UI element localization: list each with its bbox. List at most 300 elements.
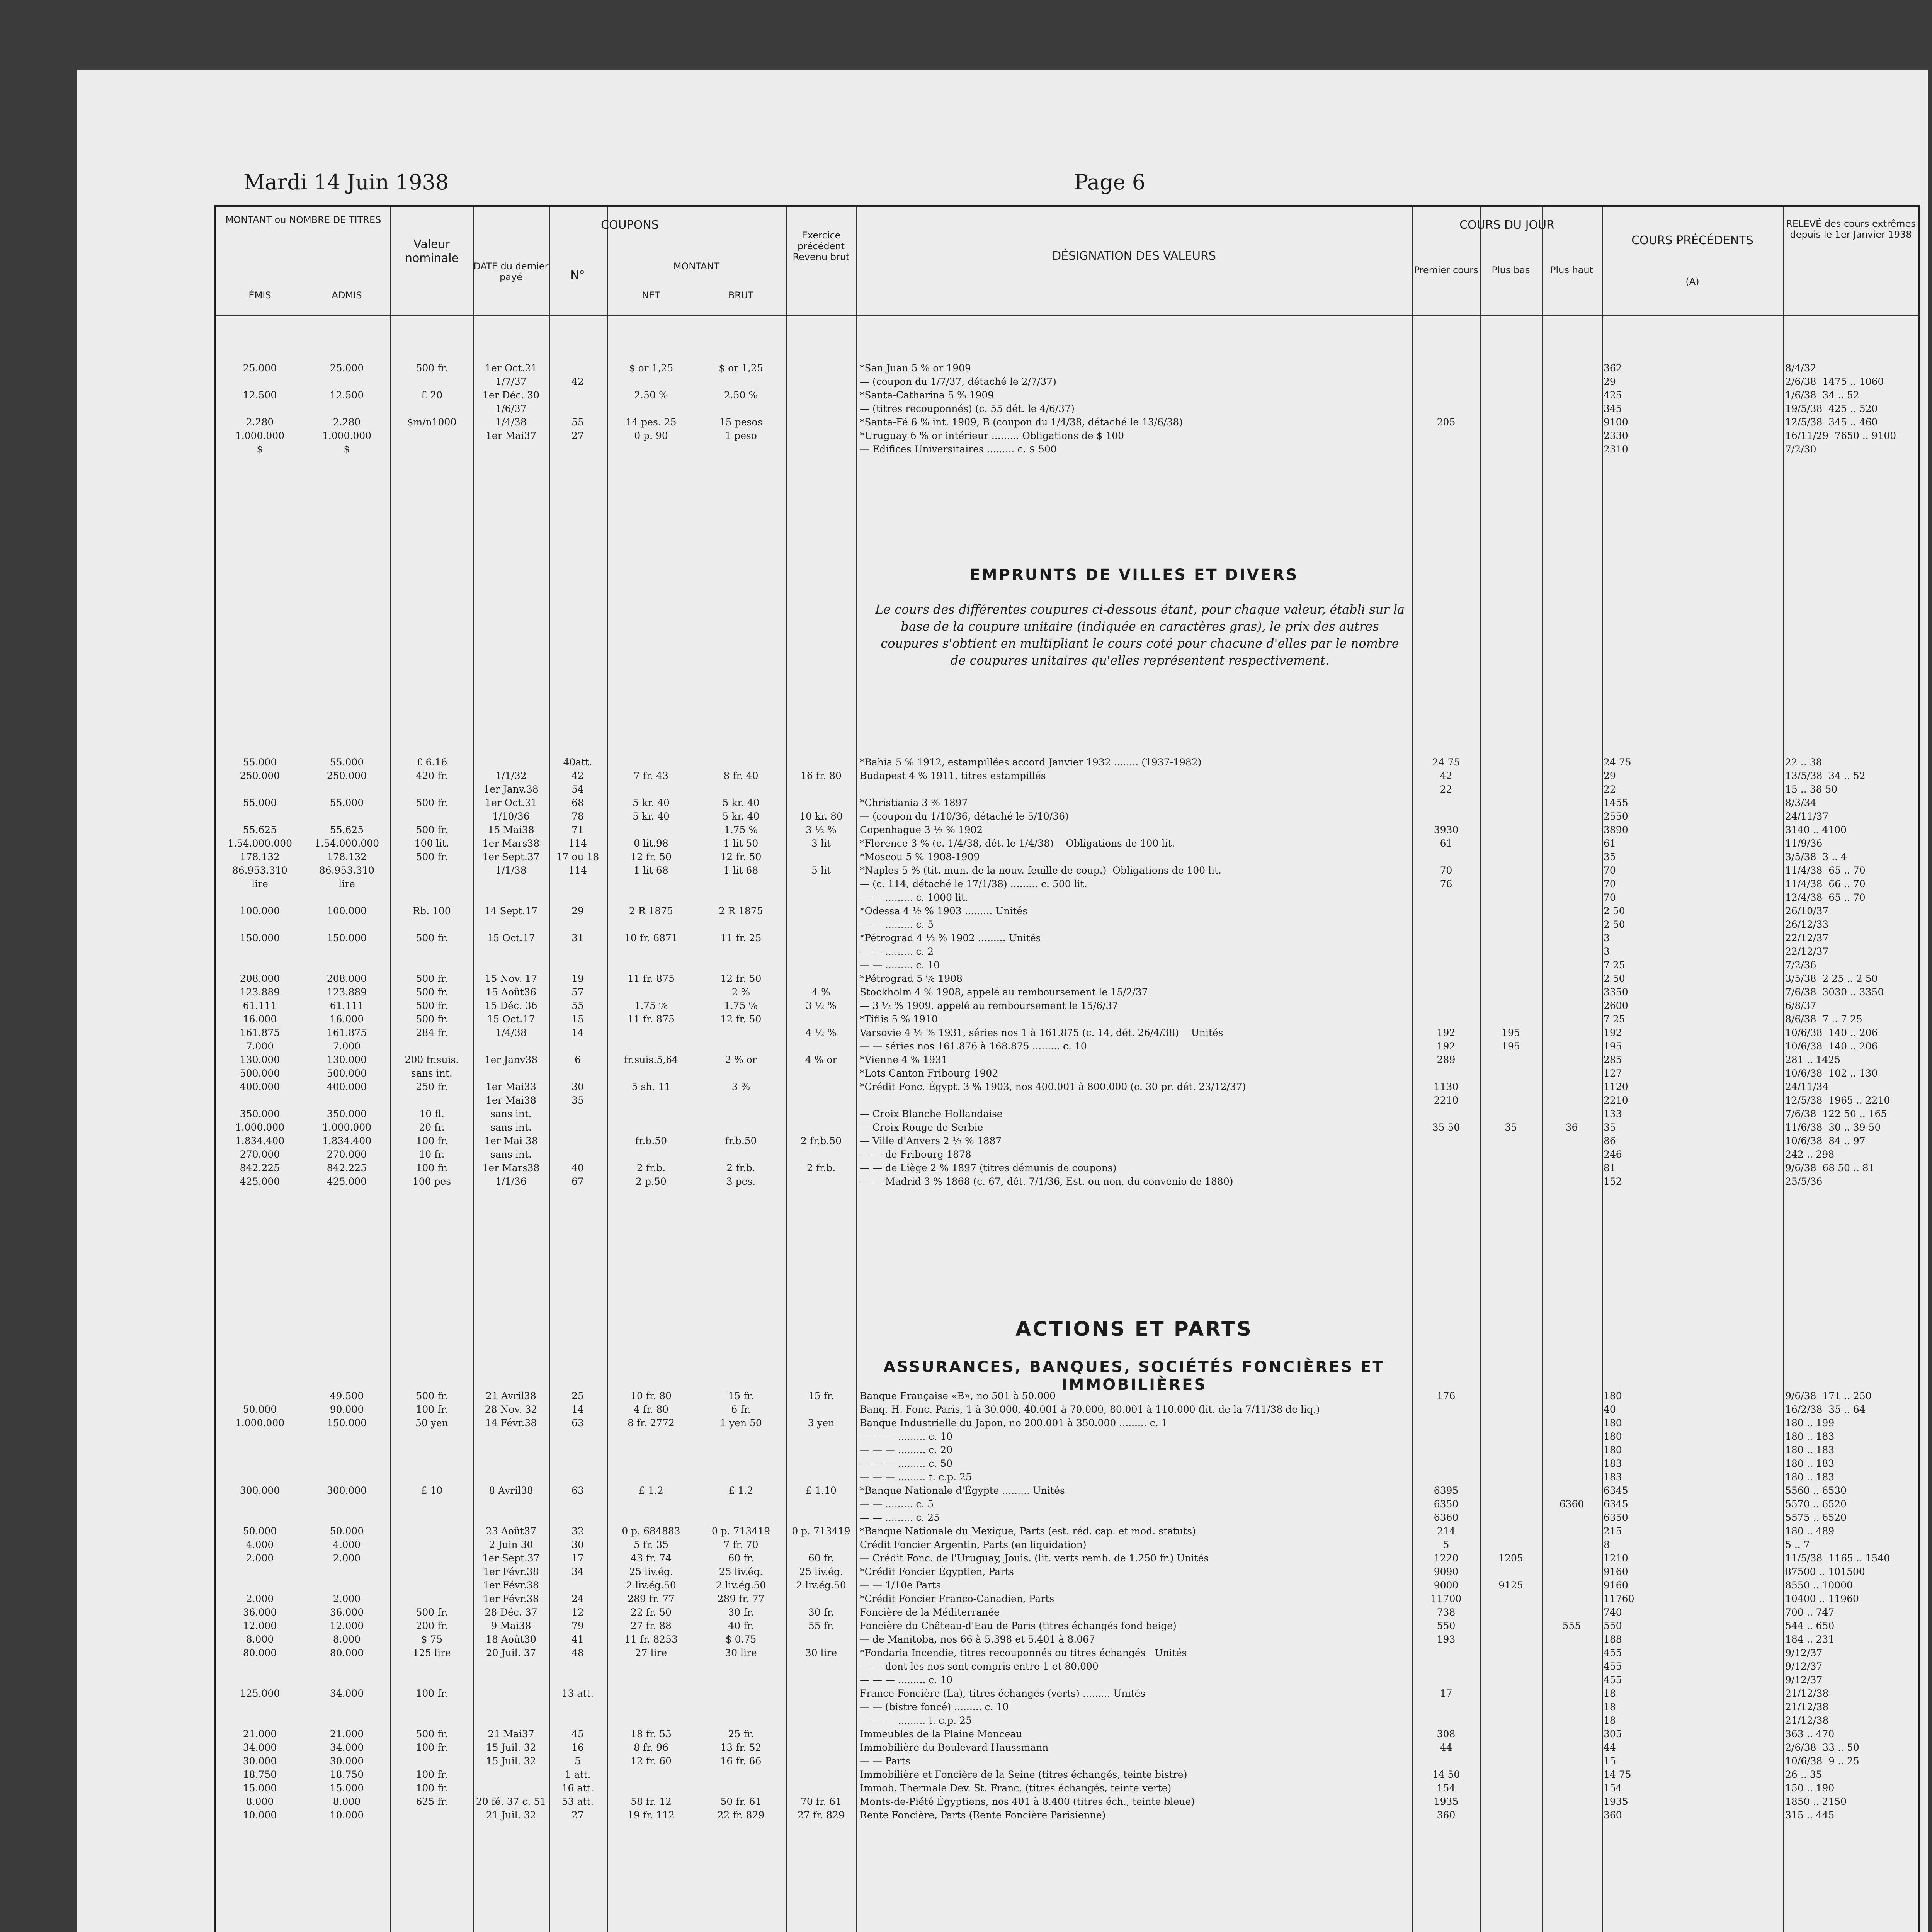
cell-no: 16 att. [561,1782,594,1794]
cell-no: 114 [568,838,587,849]
cell-emis [216,782,303,796]
cell-premier [1412,1148,1480,1161]
cell-valeur: 20 fr. [419,1122,445,1133]
cell-net: 1 lit 68 [634,865,668,876]
cell-plus_haut [1542,782,1602,796]
col-exercice: Exercice précédent Revenu brut [793,230,850,262]
cell-plus_haut [1542,877,1602,891]
cell-plus_bas [1480,1094,1542,1107]
cell-exercice [786,796,856,810]
cell-premier: 1130 [1434,1081,1459,1092]
cell-releve: 9/12/37 [1785,1647,1823,1658]
cell-releve: 19/5/38 425 .. 520 [1785,403,1878,414]
cell-net: 12 fr. 60 [631,1755,672,1767]
cell-net: 10 fr. 80 [631,1390,672,1401]
cell-no: 42 [571,770,584,781]
cell-plus_haut [1542,850,1602,864]
cell-emis [216,1443,303,1457]
cell-releve: 180 .. 183 [1785,1471,1835,1483]
cell-premier: 1935 [1434,1796,1459,1807]
cell-no: 27 [571,430,584,441]
cell-no [549,388,607,402]
cell-admis: 300.000 [327,1485,367,1496]
cell-emis: 842.225 [240,1162,280,1173]
cell-premier: 6350 [1434,1498,1459,1510]
cell-date: 1er Mai38 [486,1095,536,1106]
cell-plus_bas [1480,837,1542,850]
cell-date: 1er Mars38 [482,1162,540,1173]
cell-emis [216,375,303,388]
cell-brut: fr.b.50 [725,1135,757,1146]
cell-premier: 738 [1437,1607,1456,1618]
cell-releve: 22 .. 38 [1785,757,1822,768]
cell-plus_haut [1542,891,1602,904]
cell-brut: 2 % [731,986,750,998]
cell-prec: 360 [1604,1810,1622,1821]
cell-net: 5 fr. 35 [633,1539,668,1550]
cell-brut [696,1673,786,1687]
cell-no: 30 [571,1539,584,1550]
cell-admis: 7.000 [333,1041,361,1052]
cell-emis: 125.000 [240,1688,280,1699]
cell-plus_bas [1480,945,1542,958]
cell-plus_bas [1480,1416,1542,1430]
cell-net [607,1497,696,1511]
cell-prec: 6345 [1604,1498,1628,1510]
cell-releve: 2/6/38 1475 .. 1060 [1785,376,1884,387]
cell-plus_haut [1542,1416,1602,1430]
col-montant-coupon: MONTANT [673,261,720,272]
col-releve-values [1785,361,1918,456]
cell-designation: *San Juan 5 % or 1909 [860,362,971,374]
cell-exercice [786,1592,856,1605]
col-no: N° [570,269,585,282]
cell-prec: 6350 [1604,1512,1628,1523]
cell-plus_bas [1480,1161,1542,1175]
col-admis-values [303,755,390,1188]
cell-date: 23 Août37 [486,1526,536,1537]
cell-designation: — — ......... c. 1000 lit. [860,892,968,903]
cell-plus_haut [1542,810,1602,823]
cell-designation: *Naples 5 % (tit. mun. de la nouv. feuille de coup.) Obligations de 100 lit. [860,865,1221,876]
cell-no: 55 [571,1000,584,1011]
cell-brut [696,1066,786,1080]
cell-brut [696,782,786,796]
col-exercice-values [786,1389,856,1822]
cell-plus_haut [1542,1484,1602,1497]
cell-emis [216,958,303,972]
cell-admis: 50.000 [330,1526,364,1537]
cell-releve: 9/6/38 68 50 .. 81 [1785,1162,1875,1173]
col-designation-values [860,755,1410,1188]
cell-admis: 80.000 [330,1647,364,1658]
cell-emis: 178.132 [240,851,280,862]
cell-emis: 350.000 [240,1108,280,1119]
cell-emis: 2.280 [246,417,274,428]
cell-no [549,442,607,456]
cell-releve: 21/12/38 [1785,1715,1829,1726]
cell-date [473,1470,549,1484]
cell-no: 34 [571,1566,584,1577]
cell-no [549,945,607,958]
cell-prec: 3890 [1604,824,1628,835]
cell-date: 14 Févr.38 [485,1417,537,1429]
cell-plus_bas [1480,985,1542,999]
cell-premier: 2210 [1434,1095,1459,1106]
cell-date: 15 Oct.17 [487,932,535,944]
cell-date: 1/4/38 [495,1027,527,1038]
cell-prec: 154 [1604,1782,1622,1794]
cell-plus_haut [1542,1403,1602,1416]
cell-valeur: 10 fr. [419,1149,445,1160]
cell-net [607,442,696,456]
cell-plus_bas [1480,972,1542,985]
cell-plus_bas [1480,769,1542,782]
cell-premier [1412,402,1480,415]
cell-net: fr.suis.5,64 [624,1054,678,1065]
cell-plus_haut [1542,1673,1602,1687]
cell-plus_bas [1480,1012,1542,1026]
cell-releve: 15 .. 38 50 [1785,784,1838,795]
cell-plus_bas [1480,1538,1542,1551]
cell-plus_bas [1480,1403,1542,1416]
cell-exercice: £ 1.10 [806,1485,837,1496]
cell-no: 15 [571,1014,584,1025]
cell-plus_haut [1542,904,1602,918]
cell-date: 15 Oct.17 [487,1014,535,1025]
col-valeur: Valeur nominale [405,238,459,265]
col-premier-values [1412,755,1480,1188]
cell-designation: Rente Foncière, Parts (Rente Foncière Parisienne) [860,1810,1106,1821]
cell-exercice [786,1039,856,1053]
cell-prec: 2600 [1604,1000,1628,1011]
cell-prec: 1210 [1604,1553,1628,1564]
cell-valeur [390,1524,473,1538]
cell-net: 10 fr. 6871 [624,932,678,944]
cell-exercice [786,1497,856,1511]
cell-net: 25 liv.ég. [629,1566,673,1577]
cell-prec: 455 [1604,1674,1622,1685]
col-valeur-values [390,755,473,1188]
cell-valeur [390,1094,473,1107]
cell-releve: 5570 .. 6520 [1785,1498,1847,1510]
cell-designation: — — de Fribourg 1878 [860,1149,971,1160]
cell-premier: 550 [1437,1620,1456,1631]
cell-exercice [786,375,856,388]
cell-releve: 8/3/34 [1785,797,1816,808]
cell-date: 1er Mai37 [486,430,536,441]
cell-admis: $ [344,444,350,455]
cell-plus_haut [1542,1565,1602,1578]
cell-premier: 17 [1440,1688,1452,1699]
cell-no: 6 [575,1054,581,1065]
cell-admis [303,1578,390,1592]
cell-no [549,1430,607,1443]
cell-no [549,1470,607,1484]
cell-plus_bas [1480,1605,1542,1619]
cell-designation: *Crédit Foncier Égyptien, Parts [860,1566,1014,1577]
cell-releve: 6/8/37 [1785,1000,1816,1011]
cell-premier: 289 [1437,1054,1456,1065]
cell-brut [696,1470,786,1484]
cell-admis: 18.750 [330,1769,364,1780]
emprunts-note: Le cours des différentes coupures ci-dessous étant, pour chaque valeur, établi sur la base de la coupure unitaire (indiquée en caractères gras), le prix des autres coupures s'obtient en multipliant le cours coté pour chacune d'elles par le nombre de coupures unitaires qu'elles représentent respectivement. [875,602,1405,668]
cell-designation: Foncière de la Méditerranée [860,1607,1000,1618]
cell-admis: 30.000 [330,1755,364,1767]
cell-releve: 5 .. 7 [1785,1539,1810,1550]
cell-plus_bas [1480,402,1542,415]
cell-emis: 15.000 [243,1782,277,1794]
cell-releve: 9/6/38 171 .. 250 [1785,1390,1872,1401]
cell-prec: 180 [1604,1390,1622,1401]
cell-plus_haut [1542,1754,1602,1768]
cell-valeur [390,945,473,958]
cell-prec: 127 [1604,1068,1622,1079]
cell-date [473,1687,549,1700]
cell-emis: 36.000 [243,1607,277,1618]
cell-exercice [786,1443,856,1457]
cell-premier: 24 75 [1432,757,1460,768]
cell-premier [1412,918,1480,931]
cell-plus_haut [1542,1026,1602,1039]
col-rule [1783,207,1784,1932]
cell-designation: — — — ......... c. 50 [860,1458,953,1469]
cell-brut [696,1511,786,1524]
cell-plus_haut [1542,931,1602,945]
cell-plus_bas [1480,1754,1542,1768]
cell-prec: 40 [1604,1404,1616,1415]
cell-net: 11 fr. 8253 [624,1634,678,1645]
cell-brut: 1 peso [725,430,757,441]
cell-date: 1/1/38 [495,865,527,876]
cell-emis: 55.000 [243,757,277,768]
cell-premier: 22 [1440,784,1452,795]
cell-net: 5 sh. 11 [631,1081,671,1092]
cell-net [607,1511,696,1524]
cell-prec: 2 50 [1604,919,1625,930]
cell-admis [303,1094,390,1107]
cell-exercice: 2 fr.b.50 [800,1135,842,1146]
col-cours-jour: COURS DU JOUR [1459,218,1554,232]
cell-prec: 81 [1604,1162,1616,1173]
cell-valeur: £ 20 [421,389,443,401]
cell-emis [216,1700,303,1714]
cell-designation: Banq. H. Fonc. Paris, 1 à 30.000, 40.001 à 70.000, 80.001 à 110.000 (lit. de la 7/11/38 de liq.) [860,1404,1320,1415]
cell-admis [303,918,390,931]
cell-brut: 5 kr. 40 [722,797,760,808]
cell-date [473,918,549,931]
cell-date: 9 Mai38 [491,1620,531,1631]
cell-exercice [786,1673,856,1687]
cell-plus_haut [1542,1795,1602,1808]
cell-designation [860,1094,1410,1107]
cell-plus_haut [1542,1175,1602,1188]
cell-emis: 1.000.000 [235,1122,285,1133]
cell-premier: 42 [1440,770,1452,781]
cell-releve: 5560 .. 6530 [1785,1485,1847,1496]
cell-no [549,891,607,904]
cell-prec: 1455 [1604,797,1628,808]
cell-exercice [786,415,856,429]
cell-admis: 161.875 [327,1027,367,1038]
cell-valeur: 100 fr. [416,1769,448,1780]
cell-releve: 8/4/32 [1785,362,1816,374]
cell-date [473,755,549,769]
cell-brut [696,891,786,904]
cell-releve: 8/6/38 7 .. 7 25 [1785,1014,1862,1025]
cell-releve: 9/12/37 [1785,1674,1823,1685]
cell-admis: 1.834.400 [322,1135,372,1146]
cell-no [549,1660,607,1673]
cell-plus_bas [1480,415,1542,429]
cell-net [607,1121,696,1134]
cell-admis: 12.500 [330,389,364,401]
cell-date: 15 Juil. 32 [486,1742,536,1753]
cell-net [607,1094,696,1107]
cell-designation: Budapest 4 % 1911, titres estampillés [860,770,1046,781]
cell-releve: 13/5/38 34 .. 52 [1785,770,1866,781]
cell-plus_haut [1542,1538,1602,1551]
cell-exercice: 3 ½ % [806,1000,837,1011]
cell-plus_bas [1480,1457,1542,1470]
cell-designation: Immeubles de la Plaine Monceau [860,1728,1022,1740]
cell-exercice [786,931,856,945]
col-releve-values [1785,1389,1918,1822]
cell-exercice: 15 fr. [808,1390,834,1401]
cell-net: $ or 1,25 [629,362,673,374]
cell-plus_haut: 6360 [1559,1498,1584,1510]
cell-valeur: 500 fr. [416,851,448,862]
cell-designation: — — ......... c. 5 [860,1498,934,1510]
cell-no: 40att. [563,757,592,768]
cell-admis: 55.000 [330,757,364,768]
cell-no: 24 [571,1593,584,1604]
col-brut-values [696,1389,786,1822]
cell-plus_haut [1542,1592,1602,1605]
cell-date [473,1430,549,1443]
cell-designation: Crédit Foncier Argentin, Parts (en liquidation) [860,1539,1087,1550]
cell-releve: 1/6/38 34 .. 52 [1785,389,1859,401]
cell-designation: *Uruguay 6 % or intérieur ......... Obligations de $ 100 [860,430,1124,441]
col-cours-prec-sub: (A) [1685,276,1699,287]
cell-releve: 8550 .. 10000 [1785,1580,1853,1591]
cell-valeur [390,429,473,442]
cell-brut: 12 fr. 50 [720,973,762,984]
cell-brut: 1 lit 50 [723,838,759,849]
cell-prec: 455 [1604,1661,1622,1672]
cell-no [549,877,607,891]
cell-net: 12 fr. 50 [631,851,672,862]
cell-premier [1412,972,1480,985]
cell-plus_haut [1542,985,1602,999]
cell-exercice [786,782,856,796]
cell-brut [696,1148,786,1161]
cell-plus_bas [1480,796,1542,810]
cell-brut: 22 fr. 829 [717,1810,765,1821]
cell-brut: 1.75 % [724,1000,758,1011]
col-plus-haut: Plus haut [1550,265,1594,276]
cell-brut: 16 fr. 66 [720,1755,762,1767]
cell-plus_haut [1542,1768,1602,1781]
cell-brut [696,1430,786,1443]
cell-releve: 12/5/38 1965 .. 2210 [1785,1095,1890,1106]
cell-admis [303,1497,390,1511]
cell-net [607,1457,696,1470]
cell-prec: 362 [1604,362,1622,374]
cell-releve: 21/12/38 [1785,1688,1829,1699]
cell-emis [216,1470,303,1484]
cell-admis [303,1470,390,1484]
cell-net [607,1148,696,1161]
cell-valeur: 100 pes [412,1176,451,1187]
cell-no [549,361,607,375]
cell-exercice [786,1727,856,1741]
cell-plus_bas [1480,850,1542,864]
cell-exercice [786,972,856,985]
cell-valeur [390,1538,473,1551]
cell-emis: 50.000 [243,1526,277,1537]
cell-date [473,1660,549,1673]
cell-net: 8 fr. 96 [633,1742,668,1753]
cell-designation: Monts-de-Piété Égyptiens, nos 401 à 8.400 (titres éch., teinte bleue) [860,1796,1195,1807]
cell-valeur: £ 6.16 [416,757,447,768]
col-brut-values [696,755,786,1188]
cell-valeur: 100 fr. [416,1782,448,1794]
cell-premier [1412,850,1480,864]
col-plus_bas-values [1480,755,1542,1188]
cell-exercice [786,1430,856,1443]
cell-no [549,1497,607,1511]
cell-no: 53 att. [561,1796,594,1807]
cell-plus_haut [1542,1430,1602,1443]
cell-plus_haut [1542,1389,1602,1403]
cell-admis: 86.953.310 [319,865,375,876]
cell-emis: 500.000 [240,1068,280,1079]
cell-plus_bas [1480,1565,1542,1578]
cell-brut [696,1121,786,1134]
cell-admis [303,1443,390,1457]
cell-net [607,375,696,388]
cell-releve: 24/11/37 [1785,811,1829,822]
cell-brut: 2 fr.b. [726,1162,755,1173]
cell-prec: 29 [1604,770,1616,781]
cell-no: 1 att. [565,1769,591,1780]
cell-valeur [390,1578,473,1592]
cell-prec: 86 [1604,1135,1616,1146]
cell-designation: Immob. Thermale Dev. St. Franc. (titres échangés, teinte verte) [860,1782,1172,1794]
cell-valeur [390,958,473,972]
col-rule [856,207,857,1932]
cell-designation: — (coupon du 1/10/36, détaché le 5/10/36) [860,811,1069,822]
cell-plus_haut [1542,1551,1602,1565]
cell-valeur: $m/n1000 [407,417,457,428]
cell-releve: 10/6/38 140 .. 206 [1785,1027,1878,1038]
cell-net [607,1443,696,1457]
cell-emis: $ [257,444,263,455]
cell-date: 1/1/36 [495,1176,527,1187]
cell-prec: 70 [1604,892,1616,903]
cell-designation: *Pétrograd 4 ½ % 1902 ......... Unités [860,932,1041,944]
cell-exercice [786,1121,856,1134]
cell-no: 42 [571,376,584,387]
cell-plus_haut [1542,1457,1602,1470]
cell-brut: 30 lire [725,1647,757,1658]
cell-exercice: 2 liv.ég.50 [796,1580,846,1591]
cell-no: 13 att. [561,1688,594,1699]
cell-plus_haut [1542,837,1602,850]
cell-releve: 5575 .. 6520 [1785,1512,1847,1523]
cell-net [607,918,696,931]
